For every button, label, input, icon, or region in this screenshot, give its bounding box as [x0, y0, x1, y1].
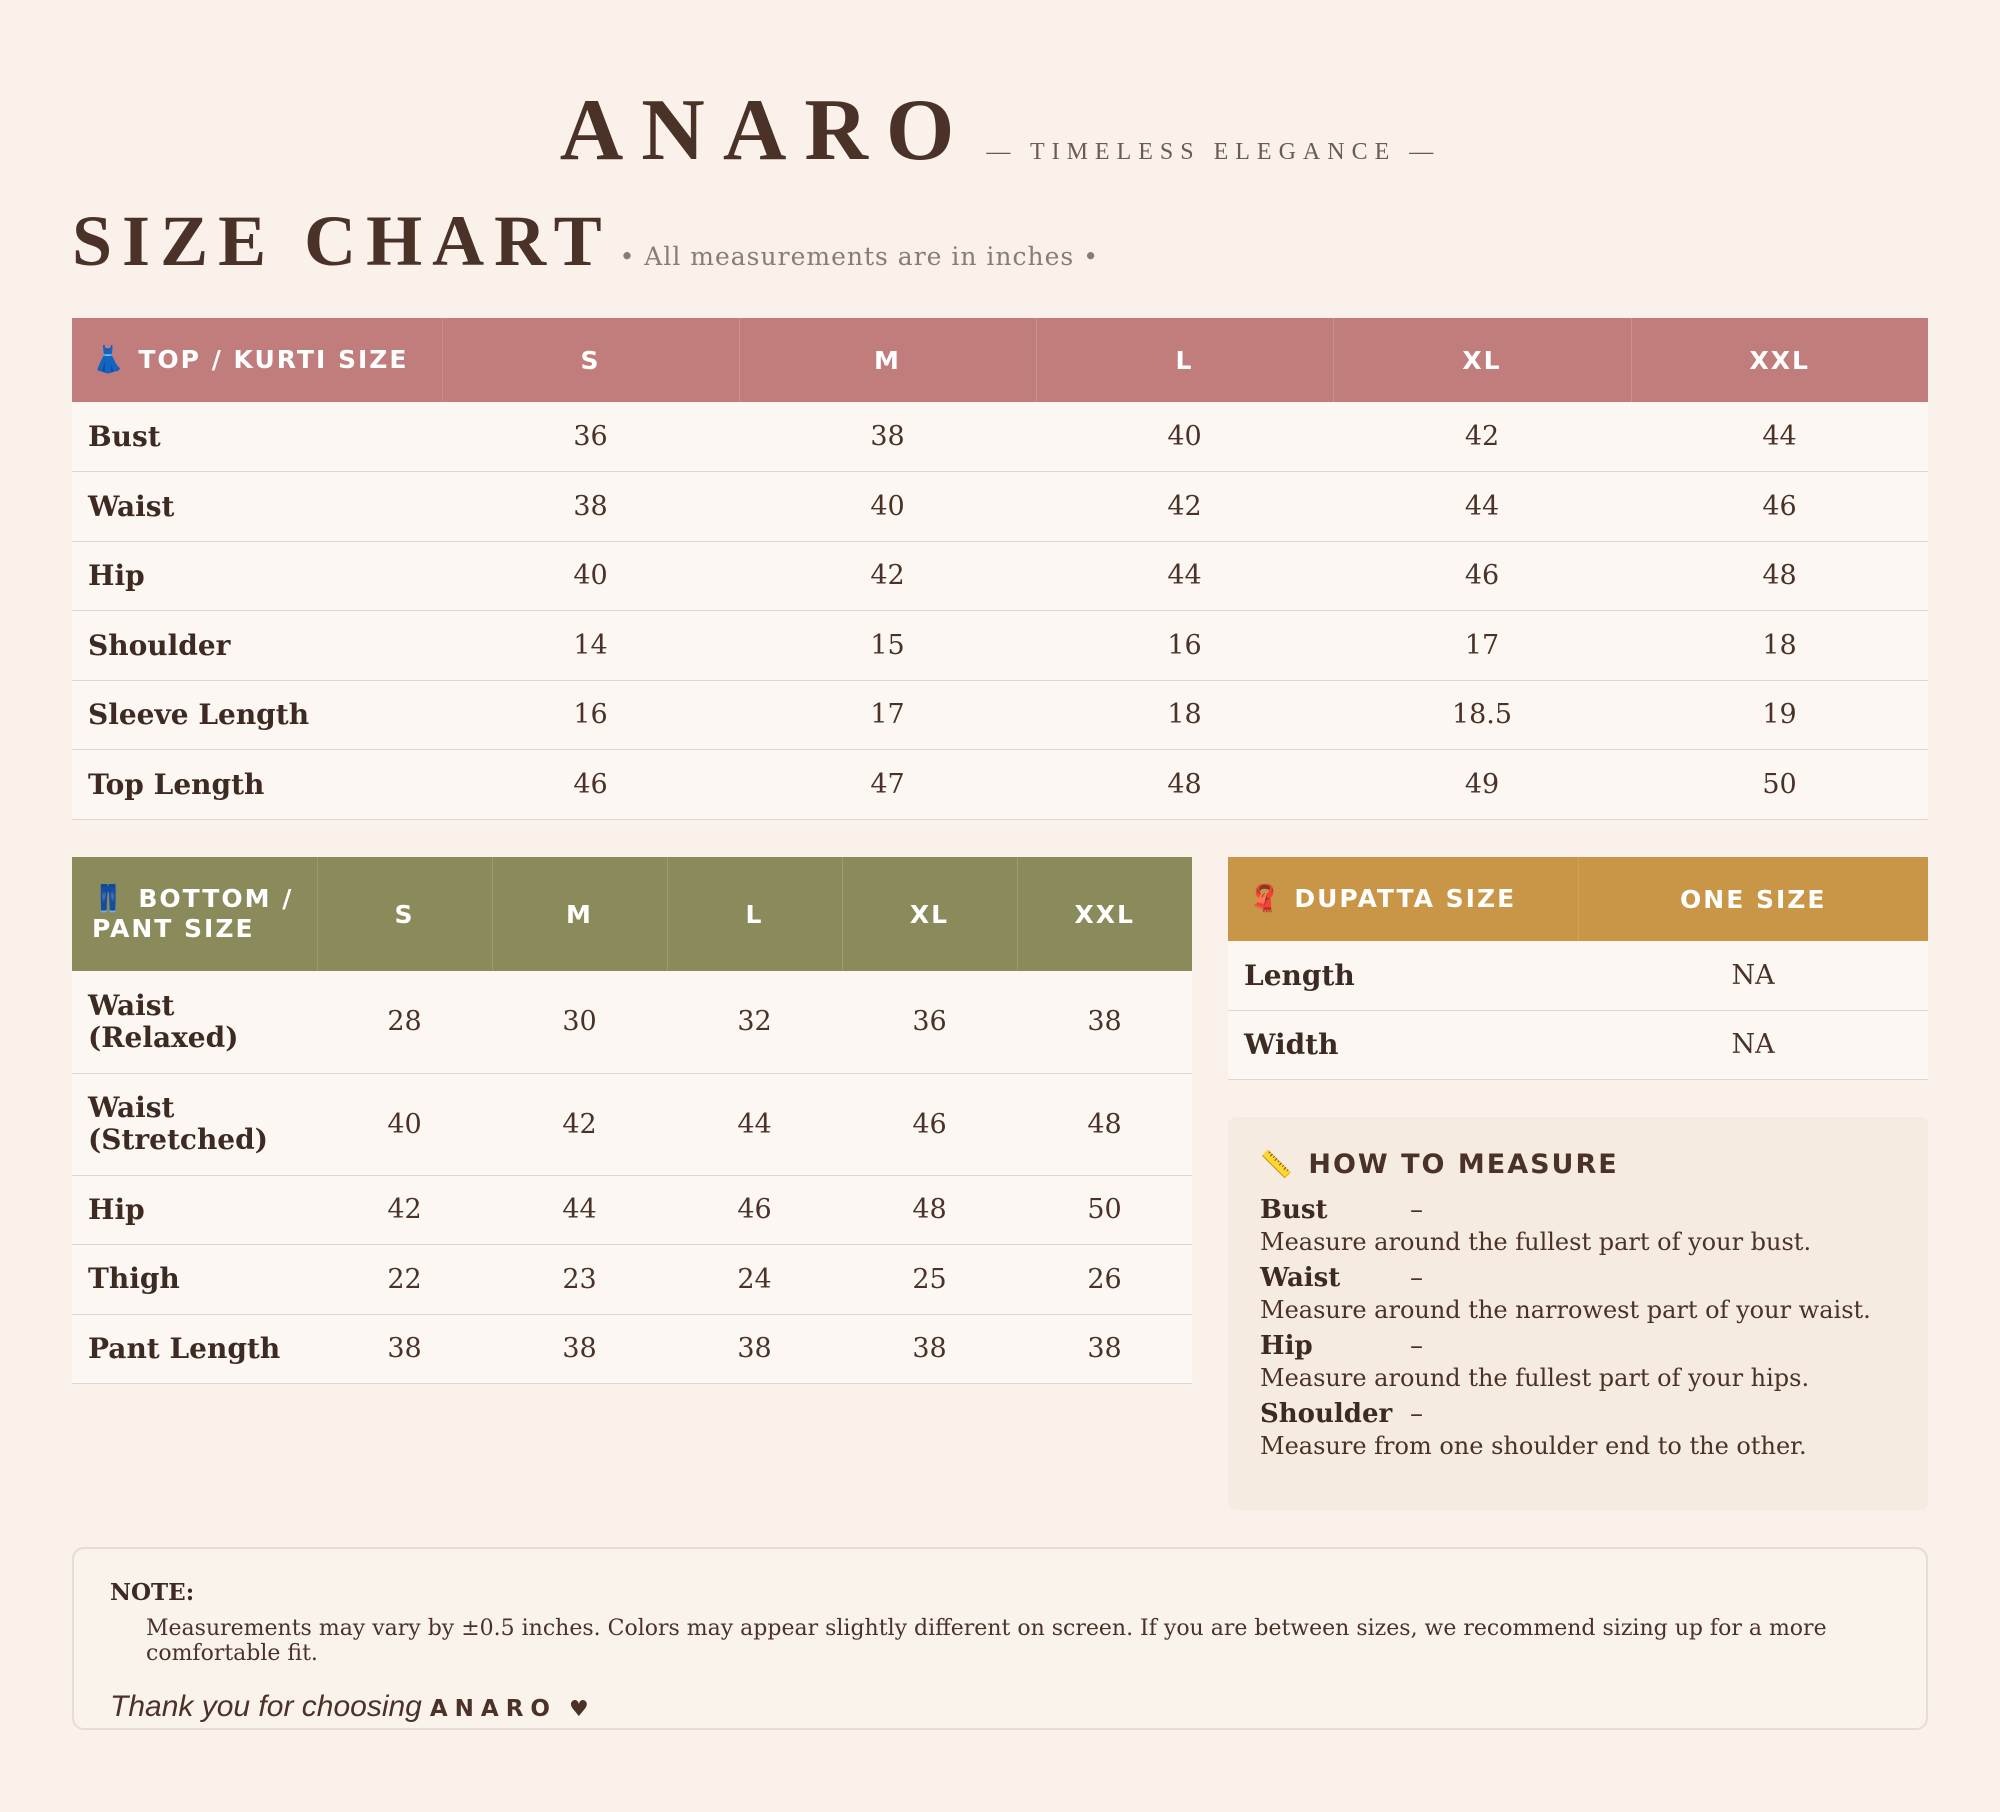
measure-description: Measure around the fullest part of your hips.: [1260, 1364, 1810, 1392]
table-row: [1228, 1010, 1928, 1079]
table-row: [72, 402, 1928, 472]
table-cell: 19: [1631, 680, 1928, 750]
size-header-xl: XL: [1333, 318, 1631, 402]
table-cell: 49: [1333, 750, 1631, 820]
table-row: [1228, 941, 1928, 1010]
table-cell: 46: [842, 1073, 1017, 1175]
bottom-size-table: [72, 857, 1192, 1384]
brand-logo: ANARO: [559, 82, 973, 179]
size-header-m: M: [492, 857, 667, 971]
table-header-row: [72, 318, 1928, 402]
table-row: [72, 541, 1928, 611]
table-cell: 36: [442, 402, 739, 472]
table-row: [72, 1245, 1192, 1315]
row-label: Sleeve Length: [72, 680, 442, 750]
row-label: [72, 971, 317, 1073]
table-cell: 48: [1631, 541, 1928, 611]
row-label-line2: (Relaxed): [88, 1020, 239, 1054]
table-cell: 40: [442, 541, 739, 611]
measure-item: [1260, 1330, 1896, 1394]
page-title: SIZE CHART: [72, 201, 612, 281]
top-table-title: TOP / KURTI SIZE: [138, 345, 409, 374]
title-row: [72, 200, 1099, 283]
size-header-m: M: [739, 318, 1036, 402]
table-cell: 23: [492, 1245, 667, 1315]
dupatta-table-title: DUPATTA SIZE: [1294, 884, 1517, 913]
table-cell: 47: [739, 750, 1036, 820]
table-cell: 15: [739, 611, 1036, 681]
row-label: Shoulder: [72, 611, 442, 681]
measure-dash: –: [1410, 1399, 1423, 1429]
size-header-l: L: [1036, 318, 1333, 402]
table-cell: 42: [1036, 472, 1333, 542]
table-cell: 42: [739, 541, 1036, 611]
thanks-row: [110, 1690, 1890, 1724]
row-label: Top Length: [72, 750, 442, 820]
row-label-line2: (Stretched): [88, 1123, 268, 1156]
table-cell: 36: [842, 971, 1017, 1073]
table-cell: 18.5: [1333, 680, 1631, 750]
table-row: [72, 1175, 1192, 1245]
measure-term: Bust: [1260, 1195, 1328, 1225]
table-cell: NA: [1578, 941, 1928, 1010]
dupatta-size-table: [1228, 857, 1928, 1080]
table-cell: 38: [317, 1314, 492, 1384]
table-cell: 28: [317, 971, 492, 1073]
measure-description: Measure from one shoulder end to the other.: [1260, 1432, 1807, 1460]
table-cell: 30: [492, 971, 667, 1073]
table-cell: 50: [1631, 750, 1928, 820]
measure-dash: –: [1410, 1195, 1423, 1225]
brand-tagline: — TIMELESS ELEGANCE —: [986, 139, 1441, 165]
how-to-measure-panel: [1228, 1117, 1928, 1510]
table-cell: 16: [1036, 611, 1333, 681]
measure-item: [1260, 1262, 1896, 1326]
page-subtitle: • All measurements are in inches •: [619, 242, 1099, 271]
table-row: [72, 680, 1928, 750]
note-text: Measurements may vary by ±0.5 inches. Colors may appear slightly different on screen. If you are between sizes, we recommend sizing up for a more comfortable fit.: [146, 1616, 1827, 1666]
table-row: [72, 1073, 1192, 1175]
table-cell: 48: [1017, 1073, 1192, 1175]
table-cell: 16: [442, 680, 739, 750]
thanks-brand: ANARO: [429, 1696, 557, 1722]
table-cell: 38: [842, 1314, 1017, 1384]
brand-header: [0, 80, 2000, 181]
table-cell: 46: [442, 750, 739, 820]
measure-term: Shoulder: [1260, 1399, 1393, 1429]
note-panel: [72, 1547, 1928, 1730]
table-row: [72, 611, 1928, 681]
how-to-measure-heading: [1260, 1149, 1896, 1180]
measure-dash: –: [1410, 1263, 1423, 1293]
table-cell: 46: [1333, 541, 1631, 611]
table-cell: 42: [317, 1175, 492, 1245]
measure-dash: –: [1410, 1331, 1423, 1361]
size-header-one-size: ONE SIZE: [1680, 884, 1827, 914]
measure-item: [1260, 1398, 1896, 1462]
table-cell: 44: [1036, 541, 1333, 611]
table-cell: 44: [1631, 402, 1928, 472]
top-table-title-cell: [72, 318, 442, 402]
row-label-line1: Waist: [88, 1090, 175, 1124]
heart-icon: ♥: [568, 1697, 589, 1722]
how-to-measure-title: HOW TO MEASURE: [1308, 1149, 1619, 1180]
table-cell: 22: [317, 1245, 492, 1315]
table-cell: 38: [1017, 971, 1192, 1073]
table-cell: 40: [739, 472, 1036, 542]
table-cell: 32: [667, 971, 842, 1073]
table-cell: 17: [739, 680, 1036, 750]
table-cell: 50: [1017, 1175, 1192, 1245]
measure-description: Measure around the fullest part of your bust.: [1260, 1228, 1812, 1256]
measure-term: Waist: [1260, 1263, 1341, 1293]
table-row: [72, 1314, 1192, 1384]
measure-description: Measure around the narrowest part of your waist.: [1260, 1296, 1871, 1324]
table-cell: 17: [1333, 611, 1631, 681]
table-cell: 40: [317, 1073, 492, 1175]
size-header-xl: XL: [842, 857, 1017, 971]
measure-item: [1260, 1194, 1896, 1258]
table-cell: 42: [1333, 402, 1631, 472]
table-cell: 18: [1036, 680, 1333, 750]
row-label: Pant Length: [72, 1314, 317, 1384]
size-header-s: S: [442, 318, 739, 402]
table-cell: 48: [1036, 750, 1333, 820]
dupatta-table-title-cell: [1228, 857, 1578, 941]
table-cell: 38: [667, 1314, 842, 1384]
table-cell: 48: [842, 1175, 1017, 1245]
row-label: Hip: [72, 541, 442, 611]
table-header-row: [1228, 857, 1928, 941]
jeans-icon: 👖: [92, 883, 127, 914]
thanks-text: Thank you for choosing: [110, 1690, 422, 1723]
table-cell: 44: [492, 1175, 667, 1245]
table-cell: 38: [492, 1314, 667, 1384]
row-label: Length: [1228, 941, 1578, 1010]
row-label: Width: [1228, 1010, 1578, 1079]
table-cell: 24: [667, 1245, 842, 1315]
row-label: Waist: [72, 472, 442, 542]
scarf-icon: 🧣: [1248, 884, 1283, 914]
table-row: [72, 472, 1928, 542]
table-cell: 44: [1333, 472, 1631, 542]
size-header-s: S: [317, 857, 492, 971]
ruler-icon: 📏: [1260, 1149, 1295, 1180]
table-row: [72, 750, 1928, 820]
row-label: Bust: [72, 402, 442, 472]
bottom-table-title-line2: PANT SIZE: [92, 913, 255, 943]
row-label: Thigh: [72, 1245, 317, 1315]
table-cell: 44: [667, 1073, 842, 1175]
table-header-row: [72, 857, 1192, 971]
size-header-xxl: XXL: [1749, 345, 1810, 375]
table-cell: 14: [442, 611, 739, 681]
table-cell: NA: [1578, 1010, 1928, 1079]
table-cell: 26: [1017, 1245, 1192, 1315]
row-label: [72, 1073, 317, 1175]
table-cell: 42: [492, 1073, 667, 1175]
measure-term: Hip: [1260, 1331, 1313, 1361]
size-header-xxl: XXL: [1074, 899, 1135, 929]
bottom-table-title-line1: BOTTOM /: [138, 883, 294, 913]
table-cell: 46: [667, 1175, 842, 1245]
top-size-table: [72, 318, 1928, 820]
table-cell: 40: [1036, 402, 1333, 472]
row-label-line1: Waist: [88, 988, 175, 1022]
note-label: NOTE:: [110, 1579, 195, 1606]
table-cell: 38: [442, 472, 739, 542]
table-cell: 38: [1017, 1314, 1192, 1384]
table-row: [72, 971, 1192, 1073]
table-cell: 38: [739, 402, 1036, 472]
table-cell: 25: [842, 1245, 1017, 1315]
size-header-l: L: [667, 857, 842, 971]
dress-icon: 👗: [92, 345, 127, 375]
table-cell: 18: [1631, 611, 1928, 681]
table-cell: 46: [1631, 472, 1928, 542]
bottom-table-title-cell: [72, 857, 317, 971]
row-label: Hip: [72, 1175, 317, 1245]
